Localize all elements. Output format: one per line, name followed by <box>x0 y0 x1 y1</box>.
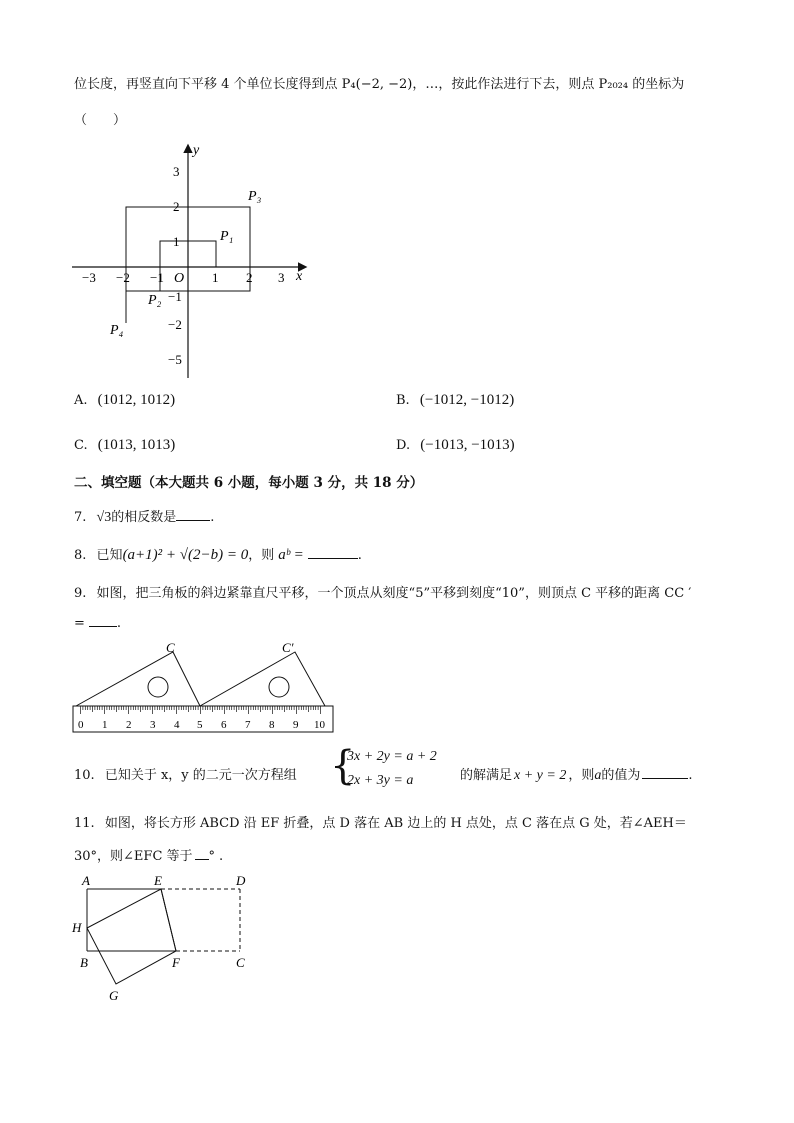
answer-blank[interactable] <box>642 766 688 779</box>
y-axis-label: y <box>193 143 200 158</box>
q8-mid: ，则 <box>248 548 275 563</box>
ruler-tick-label: 9 <box>293 719 299 731</box>
question-number: 9. <box>74 586 87 601</box>
label-b: B <box>80 955 88 970</box>
q10-eq2: 2x + 3y = a <box>347 773 414 788</box>
q7-text: 的相反数是 <box>111 510 177 525</box>
triangle-hole-right <box>269 677 289 697</box>
y-tick: 3 <box>173 164 180 179</box>
triangle-hole-left <box>148 677 168 697</box>
option-c[interactable] <box>74 437 175 454</box>
question-number: 8. <box>74 548 87 563</box>
ruler-tick-label: 2 <box>126 719 132 731</box>
q10-tail-text: 的值为 <box>601 768 641 783</box>
q10-eq1: 3x + 2y = a + 2 <box>347 749 437 764</box>
folded-quad <box>87 889 176 984</box>
label-a: A <box>82 873 90 888</box>
label-h: H <box>72 920 82 935</box>
q9-line1: 如图，把三角板的斜边紧靠直尺平移，一个顶点从刻度“5”平移到刻度“10”，则顶点 C 平移的距离 CC ′ <box>96 586 692 601</box>
ruler-tick-label: 6 <box>221 719 227 731</box>
option-letter: B. <box>396 393 410 408</box>
label-e: E <box>154 873 162 888</box>
q11-end: . <box>219 849 224 864</box>
q10-tail <box>460 764 693 784</box>
ruler-tick-label: 5 <box>197 719 203 731</box>
fold-ef <box>161 889 176 951</box>
option-letter: D. <box>396 438 411 453</box>
option-b[interactable] <box>396 392 514 409</box>
label-f: F <box>172 955 180 970</box>
question-9 <box>74 582 691 601</box>
answer-blank[interactable] <box>89 614 117 627</box>
origin-label: O <box>174 271 185 286</box>
ruler-tick-label: 8 <box>269 719 275 731</box>
label-c: C <box>166 640 175 655</box>
q11-line2 <box>74 845 223 864</box>
label-g: G <box>109 988 119 1003</box>
ruler-tick-label: 4 <box>174 719 180 731</box>
answer-blank[interactable] <box>176 508 210 521</box>
option-letter: C. <box>74 438 88 453</box>
option-value: (1012, 1012) <box>97 392 176 408</box>
question-11 <box>74 812 687 831</box>
q7-end: . <box>210 510 215 525</box>
q10-mid2: ，则 <box>568 768 595 783</box>
y-tick: 2 <box>173 199 180 214</box>
q11-line2a: 30°，则∠EFC 等于 <box>74 849 193 864</box>
y-tick: −1 <box>168 289 182 304</box>
option-value: (−1013, −1013) <box>420 437 515 453</box>
q8-target: aᵇ = <box>278 547 304 563</box>
q6-line1: 位长度，再竖直向下平移 4 个单位长度得到点 P₄(−2, −2)，…，按此作法进行下去，则点 P₂₀₂₄ 的坐标为 <box>74 77 685 92</box>
q11-deg: ° <box>208 849 216 864</box>
point-label-p4: P₄ <box>110 323 124 338</box>
q6-answer-paren: （ ） <box>74 113 127 128</box>
point-label-p1: P₁ <box>220 229 234 244</box>
label-d: D <box>236 873 246 888</box>
q10-end: . <box>688 768 693 783</box>
label-c-prime: C′ <box>282 640 294 655</box>
x-tick: 1 <box>212 270 219 285</box>
q9-eq: = <box>74 616 85 631</box>
q11-line1: 如图，将长方形 ABCD 沿 EF 折叠，点 D 落在 AB 边上的 H 点处，点 C 落在点 G 处，若∠AEH＝ <box>104 816 687 831</box>
ruler-tick-label: 3 <box>150 719 156 731</box>
y-tick: −2 <box>168 317 182 332</box>
folded-rectangle-figure <box>66 870 266 1005</box>
y-tick: 1 <box>173 234 180 249</box>
x-tick: 2 <box>246 270 253 285</box>
question-number: 10. <box>74 768 95 783</box>
question-number: 7. <box>74 510 87 525</box>
option-value: (−1012, −1012) <box>419 392 515 408</box>
q10-brace: { <box>330 743 356 789</box>
x-tick: 3 <box>278 270 285 285</box>
point-label-p2: P₂ <box>148 293 162 308</box>
coordinate-graph <box>60 138 320 383</box>
x-tick: −1 <box>150 270 164 285</box>
question-number: 11. <box>74 816 95 831</box>
answer-blank[interactable] <box>308 546 358 559</box>
q8-end: . <box>357 548 362 563</box>
q10-mid: 的解满足 <box>460 768 513 783</box>
question-7 <box>74 506 214 526</box>
q8-prefix: 已知 <box>96 548 123 563</box>
q10-var: a <box>594 768 602 783</box>
ruler-tick-label: 7 <box>245 719 251 731</box>
triangle-right <box>200 652 325 706</box>
option-letter: A. <box>74 393 88 408</box>
triangle-left <box>76 652 200 706</box>
option-a[interactable] <box>74 392 175 409</box>
question-8 <box>74 544 362 564</box>
x-tick: −2 <box>116 270 130 285</box>
ruler-tick-label: 1 <box>102 719 108 731</box>
point-label-p3: P₃ <box>248 189 262 204</box>
q7-expr: √3 <box>96 510 112 525</box>
ruler-tick-label: 0 <box>78 719 84 731</box>
x-tick: −3 <box>82 270 96 285</box>
q9-line2 <box>74 614 121 631</box>
answer-blank[interactable] <box>195 847 209 860</box>
y-tick: −5 <box>168 352 182 367</box>
label-c: C <box>236 955 245 970</box>
q8-expr: (a+1)² + √(2−b) = 0 <box>122 547 249 563</box>
q9-end: . <box>116 616 122 631</box>
question-10 <box>74 764 297 783</box>
x-axis-label: x <box>296 269 303 284</box>
option-d[interactable] <box>396 437 515 454</box>
q10-cond: x + y = 2 <box>514 768 567 783</box>
option-value: (1013, 1013) <box>97 437 176 453</box>
ruler-tick-label: 10 <box>314 719 325 731</box>
q10-prefix: 已知关于 x，y 的二元一次方程组 <box>104 768 297 783</box>
section-heading: 二、填空题（本大题共 6 小题，每小题 3 分，共 18 分） <box>74 475 424 491</box>
ruler-triangle-figure <box>70 640 338 736</box>
